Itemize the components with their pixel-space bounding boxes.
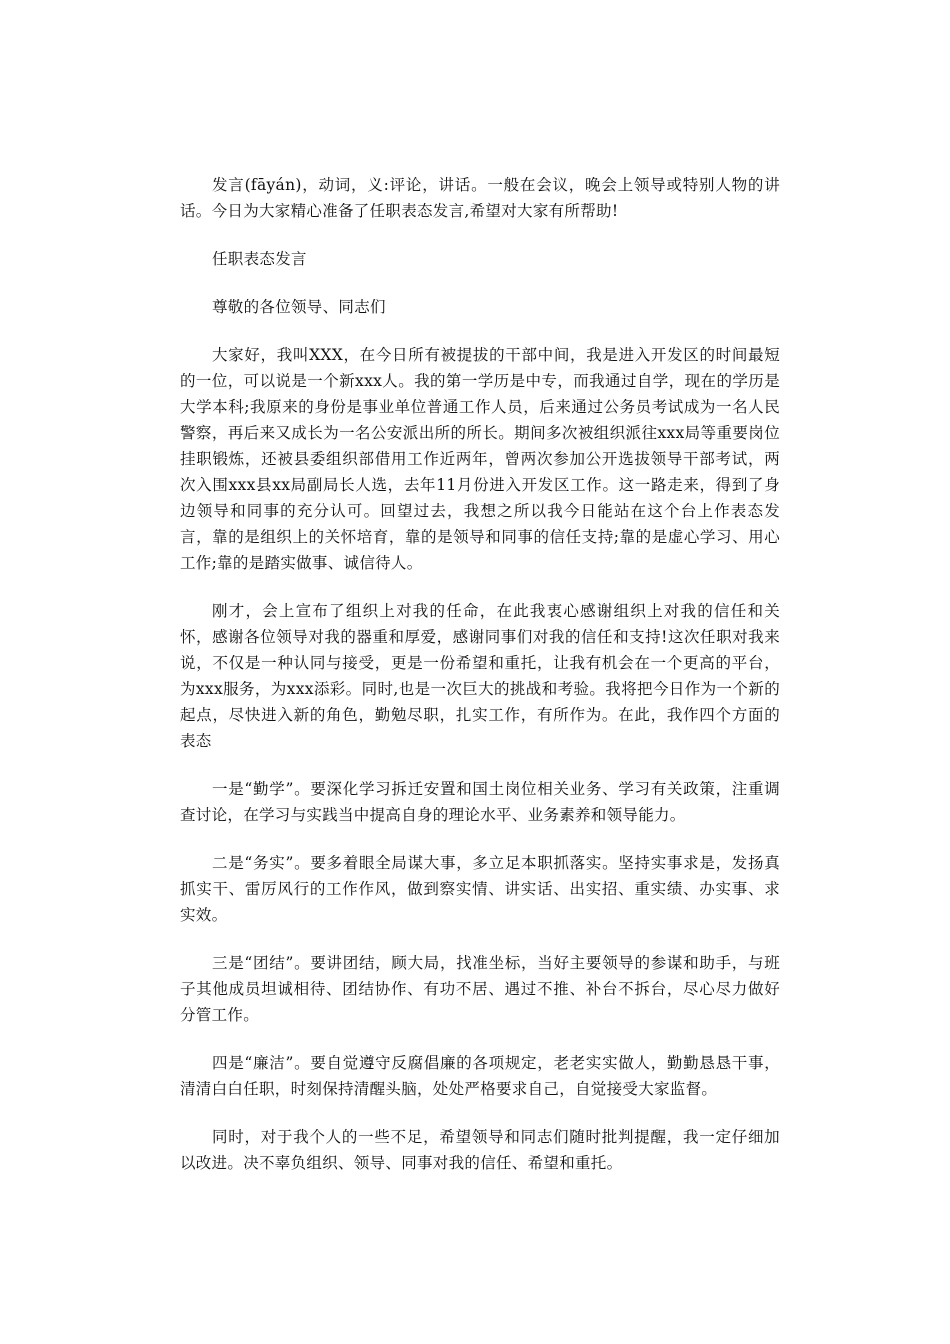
pledge-paragraph-unity: 三是“团结”。要讲团结，顾大局，找准坐标，当好主要领导的参谋和助手，与班子其他成员坦诚相待、团结协作、有功不居、遇过不推、补台不拆台，尽心尽力做好分管工作。: [180, 954, 780, 1024]
body-paragraph-self-introduction: 大家好，我叫XXX，在今日所有被提拔的干部中间，我是进入开发区的时间最短的一位，可以说是一个新xxx人。我的第一学历是中专，而我通过自学，现在的学历是大学本科;我原来的身份是事业单位普通工作人员，后来通过公务员考试成为一名人民警察，再后来又成长为一名公安派出所的所长。期间多次被组织派往xxx局等重要岗位挂职锻炼，还被县委组织部借用工作近两年，曾两次参加公开选拔领导干部考试，两次入围xxx县xx局副局长人选，去年11月份进入开发区工作。这一路走来，得到了身边领导和同事的充分认可。回望过去，我想之所以我今日能站在这个台上作表态发言，靠的是组织上的关怀培育，靠的是领导和同事的信任支持;靠的是虚心学习、用心工作;靠的是踏实做事、诚信待人。: [180, 346, 780, 572]
closing-paragraph: 同时，对于我个人的一些不足，希望领导和同志们随时批判提醒，我一定仔细加以改进。决不辜负组织、领导、同事对我的信任、希望和重托。: [180, 1128, 780, 1172]
salutation: 尊敬的各位领导、同志们: [212, 298, 386, 316]
pledge-paragraph-practical: 二是“务实”。要多着眼全局谋大事，多立足本职抓落实。坚持实事求是，发扬真抓实干、雷厉风行的工作作风，做到察实情、讲实话、出实招、重实绩、办实事、求实效。: [180, 854, 780, 924]
pledge-paragraph-study: 一是“勤学”。要深化学习拆迁安置和国土岗位相关业务、学习有关政策，注重调查讨论，在学习与实践当中提高自身的理论水平、业务素养和领导能力。: [180, 780, 780, 824]
intro-paragraph: 发言(fāyán)，动词，义:评论，讲话。一般在会议，晚会上领导或特别人物的讲话。今日为大家精心准备了任职表态发言,希望对大家有所帮助!: [180, 176, 780, 220]
pledge-paragraph-integrity: 四是“廉洁”。要自觉遵守反腐倡廉的各项规定，老老实实做人，勤勤恳恳干事，清清白白任职，时刻保持清醒头脑，处处严格要求自己，自觉接受大家监督。: [180, 1054, 780, 1098]
body-paragraph-gratitude: 刚才，会上宣布了组织上对我的任命，在此我衷心感谢组织上对我的信任和关怀，感谢各位领导对我的器重和厚爱，感谢同事们对我的信任和支持!这次任职对我来说，不仅是一种认同与接受，更是一份希望和重托，让我有机会在一个更高的平台，为xxx服务，为xxx添彩。同时,也是一次巨大的挑战和考验。我将把今日作为一个新的起点，尽快进入新的角色，勤勉尽职，扎实工作，有所作为。在此，我作四个方面的表态: [180, 602, 780, 750]
speech-title: 任职表态发言: [212, 250, 307, 268]
document-body: [180, 172, 780, 1198]
